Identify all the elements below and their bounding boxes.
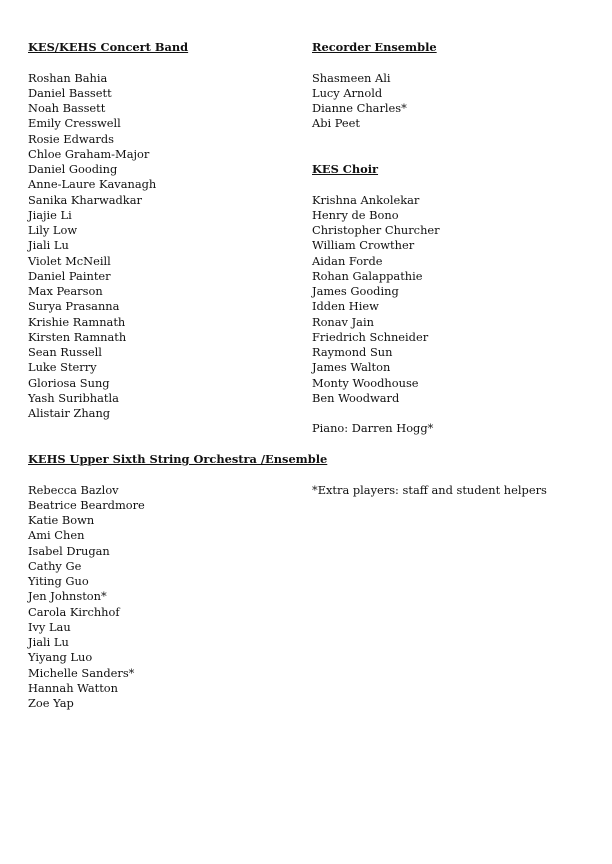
kes-choir-heading: KES Choir	[312, 162, 379, 176]
list-item: Krishie Ramnath	[28, 314, 126, 329]
list-item: Anne-Laure Kavanagh	[28, 177, 157, 192]
list-item: Luke Sterry	[28, 360, 97, 375]
concert-band-section	[28, 40, 188, 421]
string-orchestra-list	[28, 483, 327, 712]
list-item: Lily Low	[28, 223, 78, 237]
list-item: Carola Kirchhof	[28, 604, 120, 619]
list-item: Ben Woodward	[312, 390, 400, 405]
list-item: Jen Johnston*	[28, 589, 107, 604]
list-item: Yiyang Luo	[28, 650, 93, 665]
list-item: Henry de Bono	[312, 207, 399, 222]
list-item: James Walton	[312, 360, 391, 375]
list-item: Zoe Yap	[28, 696, 74, 710]
list-item: Ronav Jain	[312, 314, 374, 329]
list-item: William Crowther	[312, 238, 415, 253]
list-item: Aidan Forde	[312, 253, 383, 268]
list-item: Ami Chen	[28, 528, 85, 543]
list-item: Cathy Ge	[28, 558, 82, 573]
list-item: Friedrich Schneider	[312, 329, 429, 344]
concert-band-heading: KES/KEHS Concert Band	[28, 40, 189, 54]
list-item: Noah Bassett	[28, 101, 106, 115]
list-item: Alistair Zhang	[28, 406, 111, 420]
list-item: Yiting Guo	[28, 574, 89, 588]
list-item: Rohan Galappathie	[312, 268, 423, 283]
list-item: Sean Russell	[28, 345, 102, 359]
list-item: James Gooding	[312, 284, 399, 298]
list-item: Rebecca Bazlov	[28, 482, 119, 497]
list-item: Emily Cresswell	[28, 116, 121, 131]
list-item: Sanika Kharwadkar	[28, 192, 142, 207]
list-item: Isabel Drugan	[28, 543, 110, 558]
recorder-ensemble-list	[312, 71, 437, 132]
kes-choir-section	[312, 162, 440, 437]
list-item: Rosie Edwards	[28, 131, 115, 146]
list-item: Idden Hiew	[312, 299, 379, 314]
list-item: Surya Prasanna	[28, 299, 120, 314]
list-item: Monty Woodhouse	[312, 375, 419, 390]
list-item: Lucy Arnold	[312, 85, 383, 100]
list-item: Raymond Sun	[312, 345, 393, 359]
list-item: Jiajie Li	[28, 207, 72, 222]
list-item: Beatrice Beardmore	[28, 497, 145, 512]
list-item: Chloe Graham-Major	[28, 146, 150, 161]
list-item: Jiali Lu	[28, 635, 69, 649]
list-item: Roshan Bahia	[28, 70, 108, 85]
list-item: Michelle Sanders*	[28, 665, 135, 680]
list-item: Daniel Painter	[28, 268, 111, 283]
list-item: Christopher Churcher	[312, 223, 440, 237]
list-item: Kirsten Ramnath	[28, 329, 127, 344]
list-item: Ivy Lau	[28, 619, 71, 634]
list-item: Dianne Charles*	[312, 101, 407, 115]
list-item: Violet McNeill	[28, 253, 111, 268]
kes-choir-list	[312, 193, 440, 407]
list-item: Yash Suribhatla	[28, 390, 119, 405]
list-item: Shasmeen Ali	[312, 70, 391, 85]
string-orchestra-section	[28, 452, 327, 711]
list-item: Abi Peet	[312, 116, 360, 131]
list-item: Max Pearson	[28, 284, 103, 298]
recorder-ensemble-heading: Recorder Ensemble	[312, 40, 437, 54]
choir-piano-credit: Piano: Darren Hogg*	[312, 421, 434, 436]
extra-players-footnote: *Extra players: staff and student helpers	[312, 483, 547, 497]
list-item: Jiali Lu	[28, 238, 69, 253]
string-orchestra-heading: KEHS Upper Sixth String Orchestra /Ensemble	[28, 452, 328, 466]
list-item: Katie Bown	[28, 513, 95, 527]
list-item: Daniel Gooding	[28, 162, 118, 176]
list-item: Daniel Bassett	[28, 85, 112, 100]
list-item: Gloriosa Sung	[28, 375, 110, 390]
list-item: Krishna Ankolekar	[312, 192, 420, 207]
recorder-ensemble-section	[312, 40, 437, 132]
list-item: Hannah Watton	[28, 680, 119, 695]
concert-band-list	[28, 71, 188, 422]
